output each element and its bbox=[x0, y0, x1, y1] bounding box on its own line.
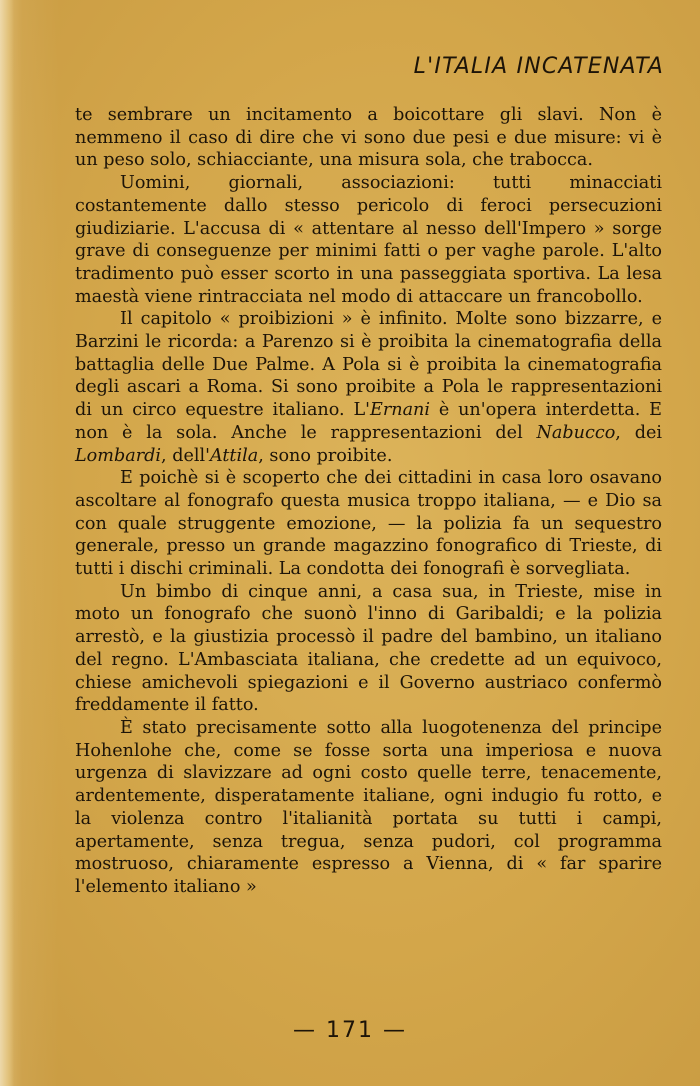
paragraph-6: È stato precisamente sotto alla luogotenenza del principe Hohenlohe che, come se fosse sorta una imperiosa e nuova urgenza di slavizzare ad ogni costo quelle terre, tenacemente, ardentemente, disperatamente italiane, ogni indugio fu rotto, e la violenza contro l'italianità portata su tutti i campi, apertamente, senza tregua, senza pudori, col programma mostruoso, chiaramente espresso a Vienna, di « far sparire l'elemento italiano » bbox=[75, 717, 662, 897]
paragraph-3-text-e: , sono proibite. bbox=[258, 445, 393, 466]
paragraph-1: te sembrare un incitamento a boicottare gli slavi. Non è nemmeno il caso di dire che vi sono due pesi e due misure: vi è un peso solo, schiacciante, una misura sola, che trabocca. bbox=[75, 105, 662, 171]
running-header: L'ITALIA INCATENATA bbox=[413, 54, 664, 79]
paragraph-3 bbox=[75, 308, 662, 467]
title-ernani: Ernani bbox=[369, 400, 431, 421]
paragraph-4: E poichè si è scoperto che dei cittadini in casa loro osavano ascoltare al fonografo questa musica troppo italiana, — e Dio sa con quale struggente emozione, — la polizia fa un sequestro generale, presso un grande magazzino fonografico di Trieste, di tutti i dischi criminali. La condotta dei fonografi è sorvegliata. bbox=[75, 468, 662, 580]
paragraph-5: Un bimbo di cinque anni, a casa sua, in Trieste, mise in moto un fonografo che suonò l'inno di Garibaldi; e la polizia arrestò, e la giustizia processò il padre del bambino, un italiano del regno. L'Ambasciata italiana, che credette ad un equivoco, chiese amichevoli spiegazioni e il Governo austriaco confermò freddamente il fatto. bbox=[75, 581, 662, 716]
title-attila: Attila bbox=[209, 445, 259, 466]
paragraph-3-text-b: è un'opera interdetta. E non è la sola. Anche le rappresentazioni del bbox=[75, 400, 662, 443]
title-nabucco: Nabucco bbox=[536, 422, 616, 443]
page-number: — 171 — bbox=[293, 1018, 407, 1043]
book-gutter bbox=[0, 0, 14, 1086]
page-text bbox=[75, 104, 662, 899]
paragraph-2: Uomini, giornali, associazioni: tutti minacciati costantemente dallo stesso pericolo di feroci persecuzioni giudiziarie. L'accusa di « attentare al nesso dell'Impero » sorge grave di conseguenze per minimi fatti o per vaghe parole. L'alto tradimento può esser scorto in una passeggiata sportiva. La lesa maestà viene rintracciata nel modo di attaccare un francobollo. bbox=[75, 173, 662, 307]
paragraph-3-text-d: , dell' bbox=[161, 445, 210, 466]
title-lombardi: Lombardi bbox=[75, 445, 162, 466]
paragraph-3-text-c: , dei bbox=[615, 422, 662, 443]
paragraph-3-text-a: Il capitolo « proibizioni » è infinito. Molte sono bizzarre, e Barzini le ricorda: a Parenzo si è proibita la cinematografia della battaglia delle Due Palme. A Pola si è proibita la cinematografia degli ascari a Roma. Si sono proibite a Pola le rappresentazioni di un circo equestre italiano. L' bbox=[75, 309, 662, 421]
